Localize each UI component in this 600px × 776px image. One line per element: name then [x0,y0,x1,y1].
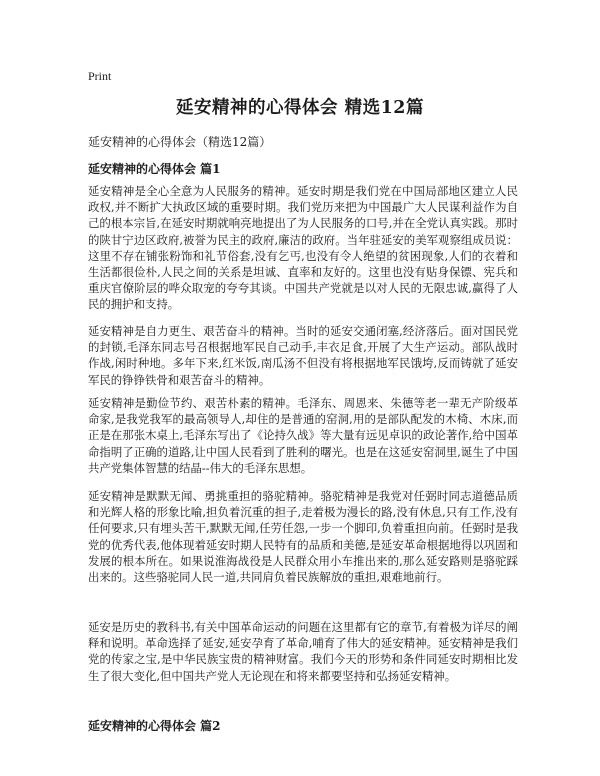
paragraph-4: 延安精神是默默无闻、勇挑重担的骆驼精神。骆驼精神是我党对任弼时同志道德品质和光辉人格的形象比喻,担负着沉重的担子,走着极为漫长的路,没有休息,只有工作,没有任何要求,只有埋头苦干,默默无闻,任劳任怨,一步一个脚印,负着重担向前。任弼时是我党的优秀代表,他体现着延安时期人民特有的品质和美德,是延安革命根据地得以巩固和发展的根本所在。如果说淮海战役是人民群众用小车推出来的,那么延安路则是骆驼踩出来的。这些骆驼同人民一道,共同肩负着民族解放的重担,艰难地前行。 [88,489,518,585]
paragraph-3: 延安精神是勤俭节约、艰苦朴素的精神。毛泽东、周恩来、朱德等老一辈无产阶级革命家,是我党我军的最高领导人,却住的是普通的窑洞,用的是部队配发的木椅、木床,而正是在那张木桌上,毛泽东写出了《论持久战》等大量有远见卓识的政论著作,给中国革命指明了正确的道路,让中国人民看到了胜利的曙光。也是在这延安窑洞里,诞生了中国共产党集体智慧的结晶--伟大的毛泽东思想。 [88,396,518,475]
section-heading-2: 延安精神的心得体会 篇2 [88,719,221,733]
paragraph-5: 延安是历史的教科书,有关中国革命运动的问题在这里都有它的章节,有着极为详尽的阐释和说明。革命选择了延安,延安孕育了革命,哺育了伟大的延安精神。延安精神是我们党的传家之宝,是中华民族宝贵的精神财富。我们今天的形势和条件同延安时期相比发生了很大变化,但中国共产党人无论现在和将来都要坚持和弘扬延安精神。 [88,620,518,683]
paragraph-2: 延安精神是自力更生、艰苦奋斗的精神。当时的延安交通闭塞,经济落后。面对国民党的封锁,毛泽东同志号召根据地军民自己动手,丰衣足食,开展了大生产运动。部队战时作战,闲时种地。多年下来,红米饭,南瓜汤不但没有将根据地军民饿垮,反而铸就了延安军民的铮铮铁骨和艰苦奋斗的精神。 [88,324,518,387]
paragraph-1: 延安精神是全心全意为人民服务的精神。延安时期是我们党在中国局部地区建立人民政权,并不断扩大执政区域的重要时期。我们党历来把为中国最广大人民谋利益作为自己的根本宗旨,在延安时期就响亮地提出了为人民服务的口号,并在全党认真实践。那时的陕甘宁边区政府,被誉为民主的政府,廉洁的政府。当年驻延安的美军观察组成员说：这里不存在铺张粉饰和礼节俗套,没有乞丐,也没有令人绝望的贫困现象,人们的衣着和生活都很俭朴,人民之间的关系是坦诚、直率和友好的。这里也没有贴身保镖、宪兵和重庆官僚阶层的哗众取宠的夸夸其谈。中国共产党就是以对人民的无限忠诚,赢得了人民的拥护和支持。 [88,184,518,312]
print-label[interactable]: Print [88,69,112,83]
section-heading-1: 延安精神的心得体会 篇1 [88,162,221,176]
document-subtitle: 延安精神的心得体会（精选12篇） [88,135,272,149]
document-title: 延安精神的心得体会 精选12篇 [176,98,424,118]
